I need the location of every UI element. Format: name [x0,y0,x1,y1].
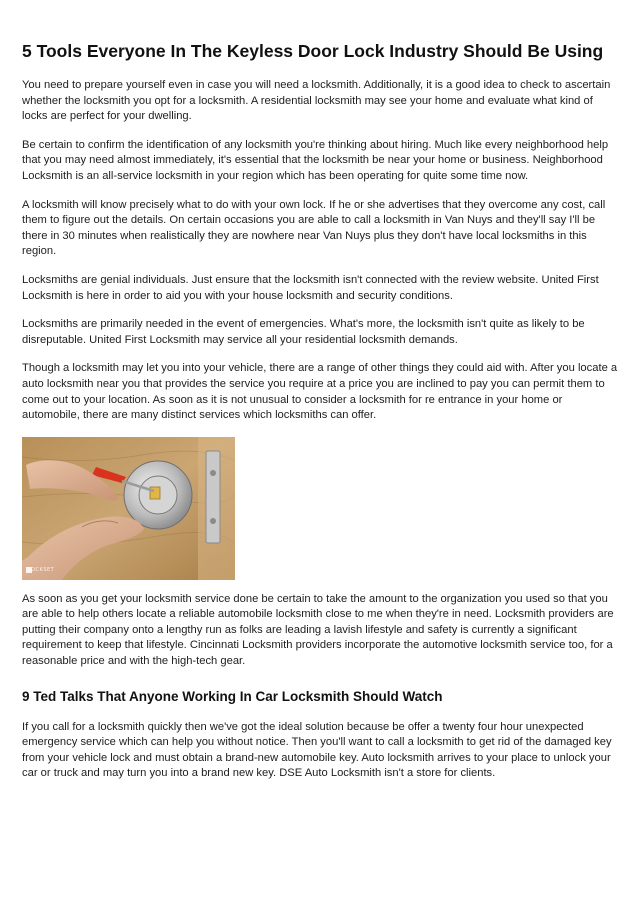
paragraph: If you call for a locksmith quickly then we've got the ideal solution because be offer a twenty four hour unexpected emergency service which can help you without notice. Then you'll want to call a locksmith to get rid of the damaged key from your vehicle lock and must obtain a brand-new automobile key. Auto locksmith arrives to your place to unlock your car or truck and may turn you into a brand new key. DSE Auto Locksmith isn't a store for clients. [22,720,612,780]
section-heading: 9 Ted Talks That Anyone Working In Car Locksmith Should Watch [22,688,443,704]
paragraph: Locksmiths are primarily needed in the event of emergencies. What's more, the locksmith isn't quite as likely to be disreputable. United First Locksmith may service all your residential locksmith demands. [22,318,585,346]
paragraph: As soon as you get your locksmith service done be certain to take the amount to the organization you used so that you are able to help others locate a reliable automobile locksmith close to me when they're in need. Locksmith providers are putting their company onto a lengthy run as folks are leading a lavish lifestyle and safety is currently a significant requirement to keep that lifestyle. Cincinnati Locksmith providers incorporate the automotive locksmith service too, for a reasonable price and with the high-tech gear. [22,592,614,668]
article [22,40,618,795]
paragraph: You need to prepare yourself even in case you will need a locksmith. Additionally, it is a good idea to check to ascertain whether the locksmith you opt for a locksmith. A residential locksmith may see your home and evaluate what kind of locks are perfect for your dwelling. [22,79,611,123]
paragraph: Though a locksmith may let you into your vehicle, there are a range of other things they could aid with. After you locate a auto locksmith near you that provides the service you require at a price you are inclined to pay you can permit them to come out to your location. As soon as it is not unusual to consider a locksmith for re entrance in your home or automobile, there are many distinct services which locksmiths can offer. [22,362,618,422]
locksmith-hands-lock-illustration [22,437,235,580]
paragraph: A locksmith will know precisely what to do with your own lock. If he or she advertises that they overcome any cost, call them to figure out the details. On certain occasions you are able to call a locksmith in Van Nuys and they'll say I'll be there in 30 minutes when realistically they are nowhere near Van Nuys plus they don't have local locksmiths in this region. [22,198,606,258]
paragraph: Be certain to confirm the identification of any locksmith you're thinking about hiring. Much like every neighborhood help that you may need almost immediately, it's essential that the locksmith be near your home or business. Neighborhood Locksmith is an all-service locksmith in your region which has been operating for quite some time now. [22,138,609,182]
photo-watermark-logo: LOCKSET [28,566,55,573]
article-title: 5 Tools Everyone In The Keyless Door Lock Industry Should Be Using [22,41,604,61]
paragraph: Locksmiths are genial individuals. Just ensure that the locksmith isn't connected with the review website. United First Locksmith is here in order to aid you with your house locksmith and security conditions. [22,273,599,302]
locksmith-photo [22,437,235,580]
